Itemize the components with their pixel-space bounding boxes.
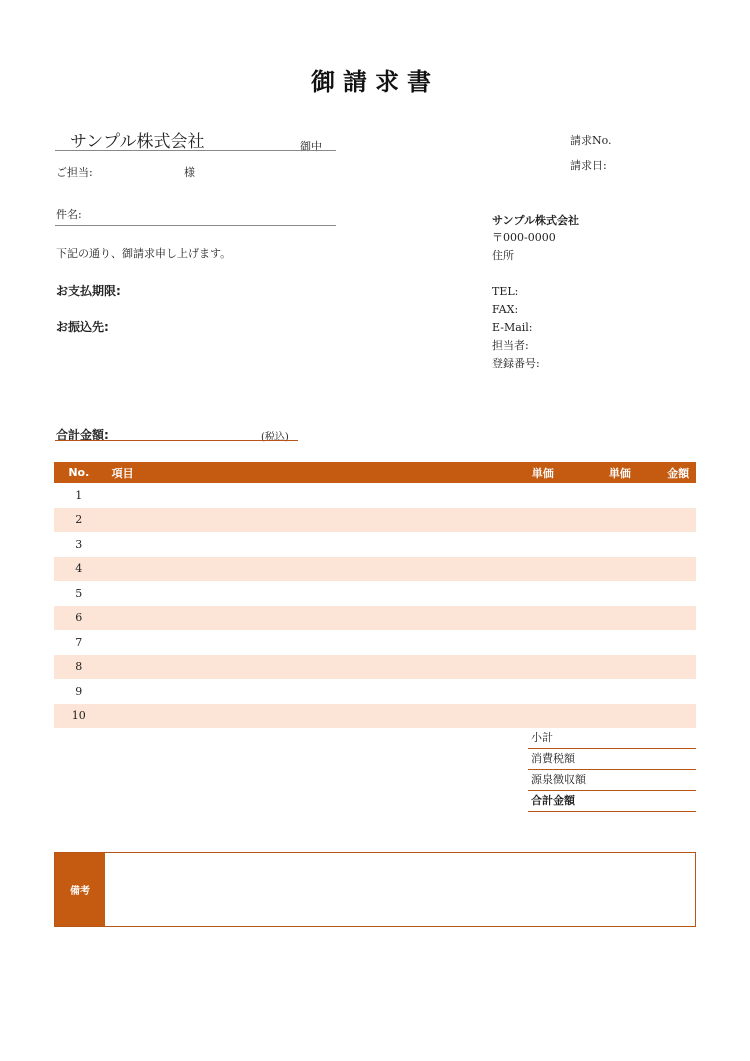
issuer-fax: FAX:: [492, 303, 519, 316]
row-number: 9: [54, 679, 104, 704]
issuer-address: 住所: [492, 249, 514, 262]
withholding-tax-label: 源泉徴収額: [528, 771, 696, 791]
contact-suffix: 様: [184, 166, 195, 179]
invoice-date-label: 請求日:: [570, 159, 607, 172]
tax-included-note: (税込): [261, 432, 289, 443]
document-title: 御請求書: [311, 67, 439, 96]
issuer-postal: 〒000-0000: [492, 231, 556, 244]
table-row: [54, 679, 696, 704]
issuer-person: 担当者:: [492, 339, 529, 352]
issuer-tel: TEL:: [492, 285, 519, 298]
client-underline: [55, 150, 336, 151]
row-number: 3: [54, 532, 104, 557]
table-row: [54, 532, 696, 557]
row-number: 1: [54, 483, 104, 508]
total-underline: [55, 440, 298, 441]
table-row: [54, 508, 696, 533]
row-number: 8: [54, 655, 104, 680]
header-no: No.: [54, 462, 104, 483]
header-item: 項目: [104, 462, 507, 483]
bank-label: お振込先:: [56, 320, 109, 334]
issuer-email: E-Mail:: [492, 321, 533, 334]
client-honorific: 御中: [300, 140, 322, 153]
greeting-text: 下記の通り、御請求申し上げます。: [56, 247, 232, 260]
row-number: 4: [54, 557, 104, 582]
items-table: [54, 462, 696, 728]
table-header-row: [54, 462, 696, 483]
payment-deadline-label: お支払期限:: [56, 284, 121, 298]
consumption-tax-label: 消費税額: [528, 750, 696, 770]
remarks-label: 備考: [55, 853, 105, 926]
issuer-name: サンプル株式会社: [492, 214, 580, 227]
summary-total-label: 合計金額: [528, 792, 696, 812]
header-amount: 金額: [660, 462, 696, 483]
issuer-details: [492, 229, 556, 373]
subtotal-label: 小計: [528, 729, 696, 749]
table-row: [54, 606, 696, 631]
header-unit-price-2: 単価: [579, 462, 660, 483]
subject-label: 件名:: [56, 208, 82, 221]
summary-box: [528, 729, 696, 813]
client-name: サンプル株式会社: [70, 132, 205, 152]
row-number: 5: [54, 581, 104, 606]
row-number: 6: [54, 606, 104, 631]
table-row: [54, 655, 696, 680]
header-unit-price: 単価: [506, 462, 579, 483]
row-number: 2: [54, 508, 104, 533]
table-row: [54, 557, 696, 582]
table-row: [54, 630, 696, 655]
table-row: [54, 704, 696, 729]
table-row: [54, 483, 696, 508]
table-row: [54, 581, 696, 606]
total-amount-label: 合計金額:: [56, 428, 109, 442]
issuer-registration: 登録番号:: [492, 357, 540, 370]
row-number: 10: [54, 704, 104, 729]
subject-underline: [55, 225, 336, 226]
row-number: 7: [54, 630, 104, 655]
invoice-no-label: 請求No.: [570, 134, 612, 147]
remarks-box: [54, 852, 696, 927]
contact-label: ご担当:: [56, 166, 93, 179]
